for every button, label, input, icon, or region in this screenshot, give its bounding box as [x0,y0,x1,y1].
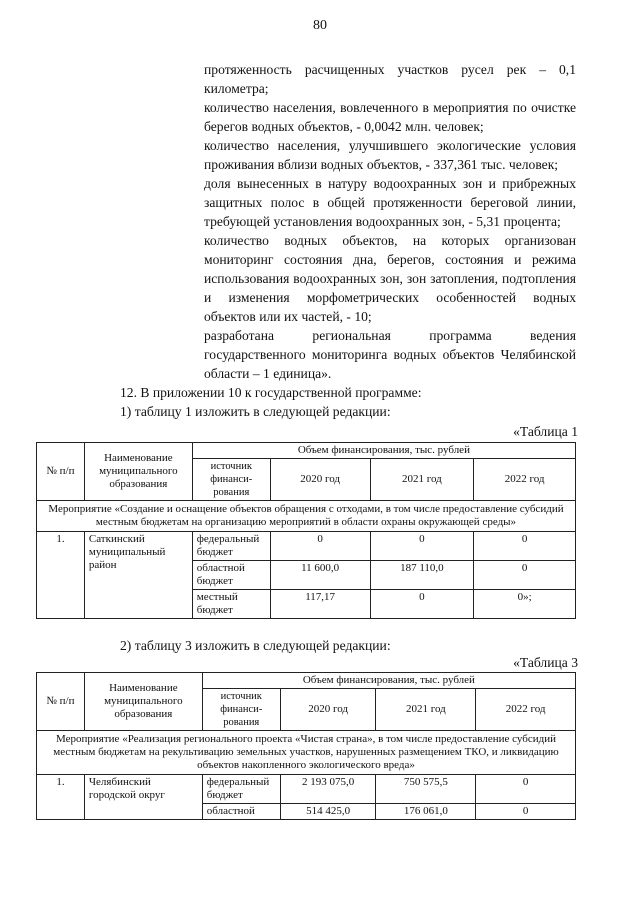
paragraph: количество населения, улучшившего экологические условия проживания вблизи водных объектов, - 337,361 тыс. человек; [204,138,576,172]
municipality-cell: Саткинский муниципальный район [84,532,192,619]
header-source: источник финанси- рования [202,689,280,731]
event-row: Мероприятие «Реализация регионального проекта «Чистая страна», в том числе предоставление субсидий местным бюджетам на рекультивацию земельных участков, нарушенных размещением ТКО, и ликвидацию объектов накопленного экологического вреда» [37,731,576,775]
value-cell: 11 600,0 [270,561,370,590]
source-cell: местный бюджет [192,590,270,619]
source-cell: областной бюджет [192,561,270,590]
value-cell: 0 [476,775,576,804]
value-cell: 0 [474,532,576,561]
row-number: 1. [37,775,85,820]
value-cell: 0 [474,561,576,590]
header-municipality: Наименование муниципального образования [84,443,192,501]
value-cell: 750 575,5 [376,775,476,804]
header-2021: 2021 год [370,459,474,501]
event-row: Мероприятие «Создание и оснащение объектов обращения с отходами, в том числе предоставление субсидий местным бюджетам на организацию мероприятий в области охраны окружающей среды» [37,501,576,532]
value-cell: 187 110,0 [370,561,474,590]
header-num: № п/п [37,673,85,731]
value-cell: 514 425,0 [280,804,376,820]
paragraph: разработана региональная программа ведения государственного мониторинга водных объектов Челябинской области – 1 единица». [204,328,576,381]
header-funding-volume: Объем финансирования, тыс. рублей [192,443,575,459]
municipality-cell: Челябинский городской округ [84,775,202,820]
header-funding-volume: Объем финансирования, тыс. рублей [202,673,575,689]
value-cell: 0»; [474,590,576,619]
item-12: 12. В приложении 10 к государственной программе: [120,385,422,400]
source-cell: федеральный бюджет [202,775,280,804]
paragraph: количество водных объектов, на которых организован мониторинг состояния дна, берегов, состояния и режима использования водоохранных зон, зон затопления, подтопления и изменения морфометрических особенностей водных объектов или их частей, - 10; [204,233,576,324]
value-cell: 0 [270,532,370,561]
paragraph: количество населения, вовлеченного в мероприятия по очистке берегов водных объектов, - 0,0042 млн. человек; [204,100,576,134]
indicator-list [204,60,576,383]
table3-caption: «Таблица 3 [513,655,578,670]
header-2020: 2020 год [270,459,370,501]
source-cell: федеральный бюджет [192,532,270,561]
item-12-1: 1) таблицу 1 изложить в следующей редакции: [120,404,391,419]
value-cell: 2 193 075,0 [280,775,376,804]
row-number: 1. [37,532,85,619]
table-row [37,775,576,804]
table1-caption: «Таблица 1 [513,424,578,439]
header-2022: 2022 год [474,459,576,501]
value-cell: 176 061,0 [376,804,476,820]
page-number: 80 [313,18,327,33]
header-2022: 2022 год [476,689,576,731]
header-municipality: Наименование муниципального образования [84,673,202,731]
value-cell: 117,17 [270,590,370,619]
value-cell: 0 [370,532,474,561]
table-row [37,532,576,561]
header-num: № п/п [37,443,85,501]
table-3 [36,672,576,820]
paragraph: доля вынесенных в натуру водоохранных зон и прибрежных защитных полос в общей протяженности береговой линии, требующей установления водоохранных зон, - 5,31 процента; [204,176,576,229]
table-1 [36,442,576,619]
header-source: источник финанси- рования [192,459,270,501]
header-2021: 2021 год [376,689,476,731]
header-2020: 2020 год [280,689,376,731]
paragraph: протяженность расчищенных участков русел рек – 0,1 километра; [204,62,576,96]
value-cell: 0 [476,804,576,820]
source-cell: областной [202,804,280,820]
value-cell: 0 [370,590,474,619]
item-12-2: 2) таблицу 3 изложить в следующей редакции: [120,638,391,653]
